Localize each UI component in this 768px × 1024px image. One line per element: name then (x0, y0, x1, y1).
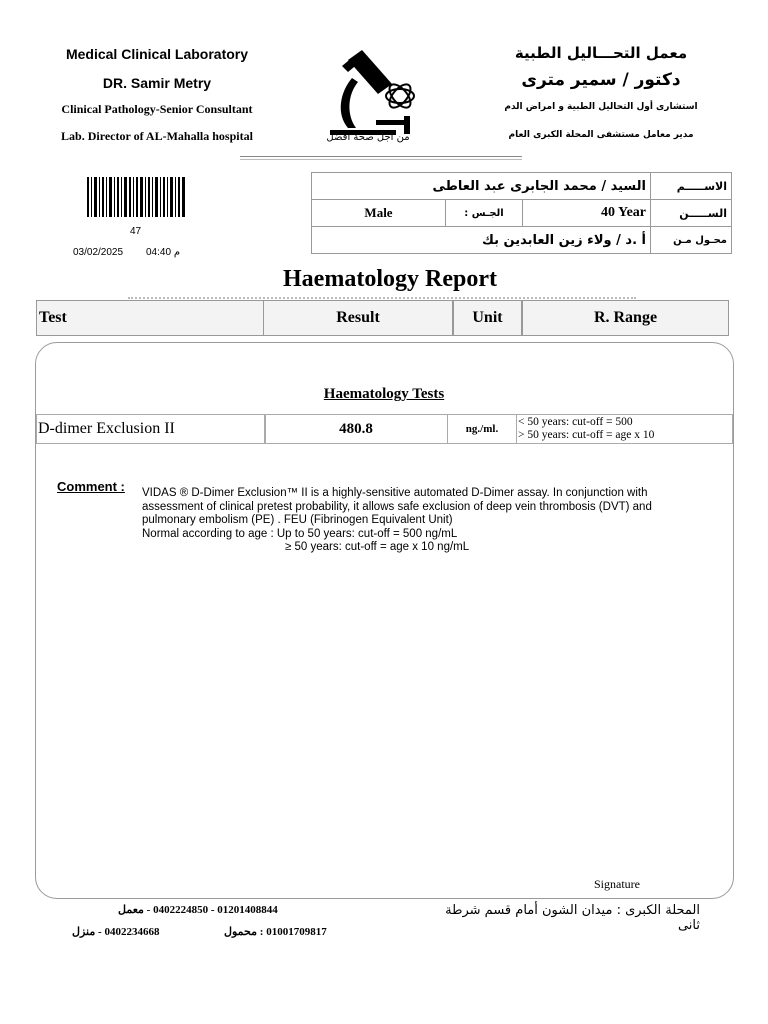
referred-by: أ .د / ولاء زين العابدين بك (312, 227, 651, 254)
lab-logo (318, 44, 448, 148)
patient-name-label: الاســـــم (651, 173, 732, 200)
patient-age: 40 Year (523, 200, 651, 227)
column-header-unit: Unit (453, 300, 522, 336)
footer-address: المحلة الكبرى : ميدان الشون أمام قسم شرطة ثانى (445, 903, 700, 933)
comment-line-5: ≥ 50 years: cut-off = age x 10 ng/mL (285, 541, 470, 553)
comment-label: Comment : (57, 479, 125, 494)
column-header-test: Test (36, 300, 265, 336)
comment-text (142, 487, 722, 555)
comment-line-2: assessment of clinical pretest probability, it allows safe exclusion of deep vein thrombosis (DVT) and (142, 500, 652, 513)
patient-info-table (311, 172, 732, 254)
footer-lab-phone: 01201408844 - 0402224850 - معمل (118, 904, 278, 916)
test-range (516, 414, 733, 444)
doctor-position-en: Lab. Director of AL-Mahalla hospital (61, 129, 253, 143)
logo-tagline: من اجل صحة افضل (326, 132, 410, 143)
test-result: 480.8 (264, 414, 448, 444)
report-date: 03/02/2025 (73, 247, 124, 258)
lab-name-en: Medical Clinical Laboratory (65, 46, 249, 62)
report-time: 04:40 م (146, 247, 181, 258)
comment-line-3: pulmonary embolism (PE) . FEU (Fibrinogen Equivalent Unit) (142, 514, 453, 526)
header-divider (240, 156, 522, 157)
doctor-title-en: Clinical Pathology-Senior Consultant (61, 102, 253, 116)
test-unit: ng./ml. (447, 414, 517, 444)
patient-sex: Male (312, 200, 446, 227)
lab-name-ar: معمل التحـــاليل الطبية (514, 44, 688, 62)
patient-sex-label: الجـس : (446, 200, 523, 227)
patient-name: السيد / محمد الجابرى عبد العاطى (312, 173, 651, 200)
patient-age-label: الســـــن (651, 200, 732, 227)
barcode (87, 177, 185, 217)
signature-label: Signature (594, 877, 640, 891)
footer-mobile: 01001709817 : محمول (224, 926, 327, 938)
range-line-1: < 50 years: cut-off = 500 (518, 416, 633, 428)
doctor-title-ar: استشارى أول التحاليل الطبية و امراض الدم (504, 102, 698, 112)
comment-line-1: VIDAS ® D-Dimer Exclusion™ II is a highly-sensitive automated D-Dimer assay. In conjunction with (142, 487, 648, 499)
range-line-2: > 50 years: cut-off = age x 10 (518, 429, 655, 441)
referred-by-label: محـول مـن (651, 227, 732, 254)
doctor-name-ar: دكتور / سمير مترى (521, 70, 681, 90)
comment-line-4: Normal according to age : Up to 50 years: cut-off = 500 ng/mL (142, 527, 458, 540)
barcode-number: 47 (130, 226, 142, 237)
test-name: D-dimer Exclusion II (36, 414, 266, 444)
doctor-name-en: DR. Samir Metry (102, 75, 212, 91)
footer-home-phone: 0402234668 - منزل (72, 926, 160, 938)
column-header-range: R. Range (522, 300, 729, 336)
title-underline (128, 297, 636, 299)
report-title: Haematology Report (283, 266, 497, 292)
header-divider-2 (240, 159, 522, 160)
column-header-result: Result (263, 300, 453, 336)
doctor-position-ar: مدير معامل مستشفى المحلة الكبرى العام (508, 130, 694, 140)
section-title: Haematology Tests (323, 386, 445, 402)
